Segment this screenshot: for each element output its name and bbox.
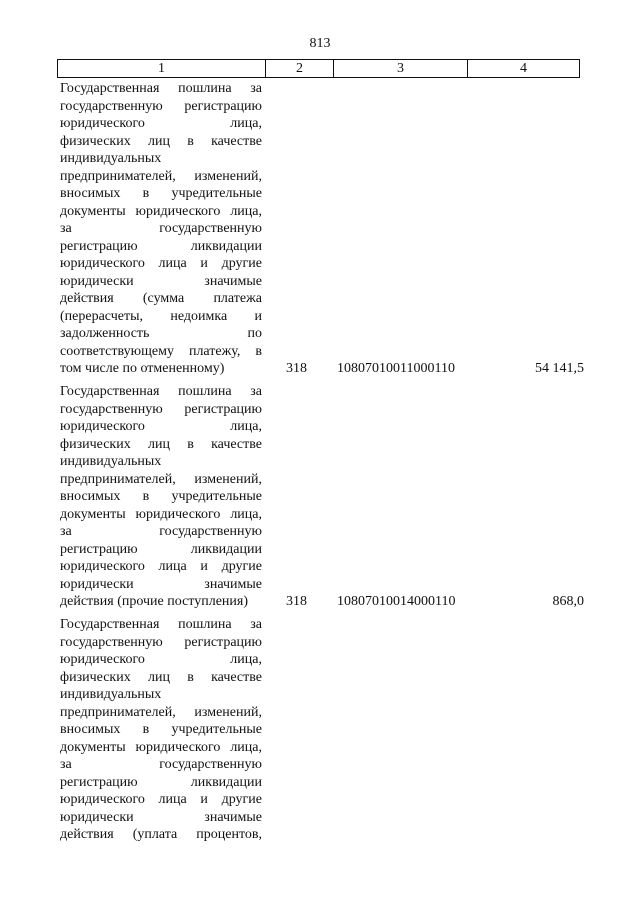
- description-line: предпринимателей, изменений,: [60, 704, 262, 720]
- description-line: вносимых в учредительные: [60, 489, 262, 504]
- description-line: регистрацию ликвидации: [60, 238, 262, 254]
- description-line: действия (прочие поступления): [60, 594, 249, 609]
- description-line: за государственную: [60, 757, 262, 772]
- description-line: Государственная пошлина за: [60, 617, 262, 632]
- admin-code: 318: [286, 594, 307, 609]
- description-line: предпринимателей, изменений,: [60, 471, 262, 487]
- admin-code: 318: [286, 361, 307, 376]
- description-line: государственную регистрацию: [60, 98, 262, 114]
- column-header-row: [58, 60, 580, 78]
- description-line: Государственная пошлина за: [60, 81, 262, 96]
- description-line: предпринимателей, изменений,: [60, 168, 262, 184]
- description-line: юридического лица,: [60, 116, 262, 131]
- description-line: государственную регистрацию: [60, 634, 262, 650]
- column-header-4: 4: [468, 60, 580, 78]
- description-line: действия (уплата процентов,: [60, 827, 262, 842]
- budget-classification-code: 10807010011000110: [337, 361, 455, 376]
- description-line: юридически значимые: [60, 576, 262, 592]
- description-line: том числе по отмененному): [60, 361, 225, 376]
- description-line: физических лиц в качестве: [60, 133, 262, 149]
- description-line: юридического лица,: [60, 652, 262, 667]
- column-header-3: 3: [334, 60, 468, 78]
- amount-value: 54 141,5: [535, 361, 584, 376]
- description-line: индивидуальных: [60, 151, 162, 166]
- description-line: вносимых в учредительные: [60, 186, 262, 201]
- row-description: [60, 80, 262, 378]
- description-line: документы юридического лица,: [60, 506, 262, 522]
- description-line: индивидуальных: [60, 687, 162, 702]
- column-header-2: 2: [266, 60, 334, 78]
- description-line: юридически значимые: [60, 273, 262, 289]
- description-line: регистрацию ликвидации: [60, 774, 262, 790]
- description-line: юридического лица и другие: [60, 792, 262, 807]
- description-line: документы юридического лица,: [60, 203, 262, 219]
- column-header-1: 1: [58, 60, 266, 78]
- description-line: юридически значимые: [60, 809, 262, 825]
- description-line: Государственная пошлина за: [60, 384, 262, 399]
- description-line: задолженность по: [60, 326, 262, 341]
- description-line: физических лиц в качестве: [60, 669, 262, 685]
- column-header-table: [57, 59, 580, 78]
- amount-value: 868,0: [552, 594, 584, 609]
- page-number: 813: [309, 36, 331, 51]
- description-line: государственную регистрацию: [60, 401, 262, 417]
- description-line: за государственную: [60, 524, 262, 539]
- description-line: за государственную: [60, 221, 262, 236]
- description-line: юридического лица и другие: [60, 559, 262, 574]
- description-line: юридического лица и другие: [60, 256, 262, 271]
- budget-classification-code: 10807010014000110: [337, 594, 456, 609]
- description-line: физических лиц в качестве: [60, 436, 262, 452]
- description-line: документы юридического лица,: [60, 739, 262, 755]
- description-line: регистрацию ликвидации: [60, 541, 262, 557]
- row-description: [60, 616, 262, 844]
- description-line: вносимых в учредительные: [60, 722, 262, 737]
- row-description: [60, 383, 262, 611]
- description-line: соответствующему платежу, в: [60, 343, 262, 359]
- description-line: (перерасчеты, недоимка и: [60, 308, 262, 324]
- description-line: индивидуальных: [60, 454, 162, 469]
- description-line: юридического лица,: [60, 419, 262, 434]
- description-line: действия (сумма платежа: [60, 291, 262, 306]
